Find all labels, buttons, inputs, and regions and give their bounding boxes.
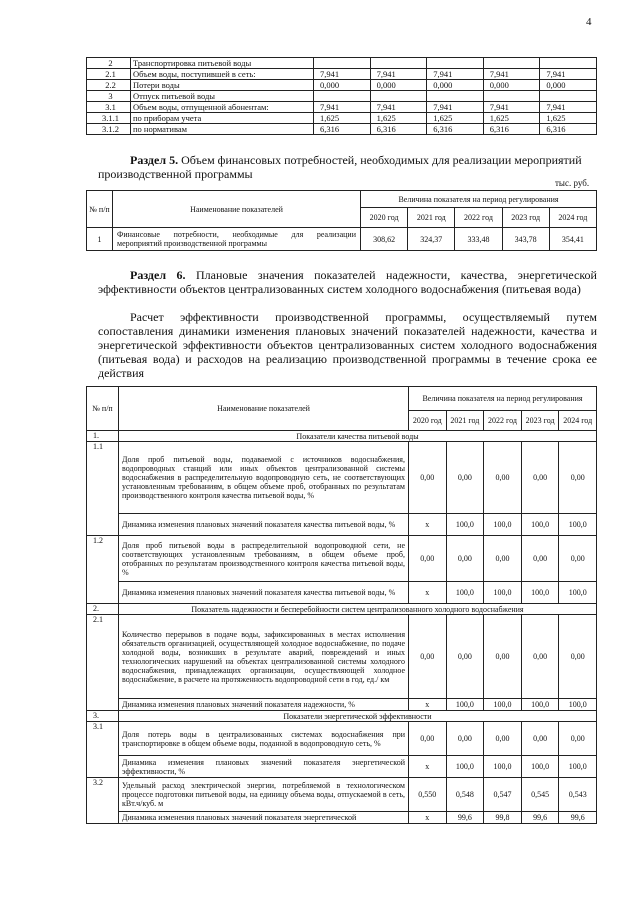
table-row (87, 91, 597, 102)
value-cell: 100,0 (446, 514, 484, 536)
value-cell: 7,941 (314, 69, 371, 80)
row-name: Удельный расход электрической энергии, потребляемой в технологическом процессе подготовки питьевой воды, на единицу объема воды, отпускаемой в сеть, кВт.ч/куб. м (119, 778, 409, 812)
value-cell: 0,00 (559, 722, 597, 756)
section-title: Показатель надежности и бесперебойности систем централизованного холодного водоснабжения (119, 604, 597, 615)
value-cell: 100,0 (521, 514, 559, 536)
table-row (87, 102, 597, 113)
value-cell: 0,000 (314, 80, 371, 91)
value-cell: 1,625 (370, 113, 427, 124)
value-cell: 6,316 (370, 124, 427, 135)
value-cell: 0,00 (484, 442, 522, 514)
section5-title: Объем финансовых потребностей, необходимых для реализации мероприятий производственной программы (98, 153, 582, 181)
value-cell (483, 58, 540, 69)
value-cell (314, 58, 371, 69)
year-header: 2022 год (455, 208, 502, 228)
section6-paragraph (98, 310, 597, 380)
value-cell: 100,0 (484, 699, 522, 711)
section-num: 1. (87, 431, 119, 442)
value-cell: 99,6 (446, 812, 484, 824)
row-num: 3.1.2 (87, 124, 131, 135)
value-cell: 100,0 (559, 514, 597, 536)
value-cell: 7,941 (483, 69, 540, 80)
value-cell: 100,0 (559, 756, 597, 778)
value-cell (540, 91, 597, 102)
value-cell: 343,78 (502, 228, 549, 251)
row-name: Динамика изменения плановых значений показателя качества питьевой воды, % (119, 582, 409, 604)
value-cell: 0,543 (559, 778, 597, 812)
value-cell: 7,941 (540, 69, 597, 80)
value-cell: 100,0 (446, 699, 484, 711)
section6-label: Раздел 6. (130, 268, 186, 282)
row-num: 1 (87, 228, 113, 251)
row-name: Потери воды (131, 80, 314, 91)
value-cell: 7,941 (427, 102, 484, 113)
value-cell: 354,41 (549, 228, 596, 251)
section-title: Показатели качества питьевой воды (119, 431, 597, 442)
value-cell: 0,00 (484, 615, 522, 699)
period-header: Величина показателя на период регулирования (409, 387, 597, 411)
row-num: 2.1 (87, 615, 119, 711)
value-cell: 99,6 (559, 812, 597, 824)
value-cell: 0,00 (409, 615, 447, 699)
row-num: 3.1 (87, 722, 119, 778)
section-num: 2. (87, 604, 119, 615)
value-cell: 1,625 (540, 113, 597, 124)
value-cell (314, 91, 371, 102)
value-cell: 0,00 (521, 615, 559, 699)
section6-title: Плановые значения показателей надежности, качества, энергетической эффективности объектов централизованных систем холодного водоснабжения (питьевая вода) (98, 268, 597, 296)
value-cell: 7,941 (370, 102, 427, 113)
value-cell: 100,0 (559, 582, 597, 604)
value-cell (427, 91, 484, 102)
year-header: 2023 год (502, 208, 549, 228)
row-num: 2 (87, 58, 131, 69)
value-cell: 7,941 (483, 102, 540, 113)
value-cell: 0,000 (370, 80, 427, 91)
section6-text: Расчет эффективности производственной программы, осуществляемый путем сопоставления динамики изменения плановых значений показателей надежности, качества и энергетической эффективности объектов централизованных систем холодного водоснабжения (питьевая вода) и расходов на реализацию производственной программы в течение срока ее действия (98, 310, 597, 380)
value-cell: 0,547 (484, 778, 522, 812)
page-number: 4 (586, 16, 592, 28)
value-cell: 0,00 (521, 536, 559, 582)
section-num: 3. (87, 711, 119, 722)
value-cell: 100,0 (484, 756, 522, 778)
value-cell: 7,941 (314, 102, 371, 113)
value-cell: 0,000 (427, 80, 484, 91)
value-cell: 100,0 (484, 582, 522, 604)
value-cell: 0,545 (521, 778, 559, 812)
value-cell (370, 58, 427, 69)
value-cell: 0,00 (409, 722, 447, 756)
row-name: Динамика изменения плановых значений показателя энергетической (119, 812, 409, 824)
value-cell: 7,941 (427, 69, 484, 80)
value-cell: 0,00 (521, 722, 559, 756)
year-header: 2023 год (521, 411, 559, 431)
value-cell: 0,548 (446, 778, 484, 812)
value-cell: х (409, 812, 447, 824)
value-cell: х (409, 699, 447, 711)
value-cell: 0,000 (540, 80, 597, 91)
section5-heading (98, 153, 597, 181)
value-cell: 0,00 (446, 722, 484, 756)
row-num: 1.1 (87, 442, 119, 536)
value-cell: 100,0 (446, 582, 484, 604)
value-cell: 0,00 (559, 442, 597, 514)
row-num: 3 (87, 91, 131, 102)
value-cell: 0,00 (409, 536, 447, 582)
row-num: 2.1 (87, 69, 131, 80)
value-cell: х (409, 756, 447, 778)
row-name: Доля проб питьевой воды в распределительной водопроводной сети, не соответствующих установленным требованиям, в общем объеме проб, отобранных по результатам производственного контроля качества питьевой воды, % (119, 536, 409, 582)
row-num: 3.1.1 (87, 113, 131, 124)
value-cell: х (409, 514, 447, 536)
value-cell: 333,48 (455, 228, 502, 251)
table-row (87, 113, 597, 124)
row-name: Объем воды, отпущенной абонентам: (131, 102, 314, 113)
value-cell: 6,316 (540, 124, 597, 135)
value-cell: 0,550 (409, 778, 447, 812)
row-num: 2.2 (87, 80, 131, 91)
col-name-header: Наименование показателей (119, 387, 409, 431)
value-cell: 100,0 (484, 514, 522, 536)
section6-heading (98, 268, 597, 296)
value-cell (427, 58, 484, 69)
value-cell: 100,0 (559, 699, 597, 711)
value-cell: 0,00 (446, 615, 484, 699)
value-cell: 324,37 (408, 228, 455, 251)
row-name: Отпуск питьевой воды (131, 91, 314, 102)
row-num: 1.2 (87, 536, 119, 604)
value-cell: 0,00 (521, 442, 559, 514)
table-row (87, 58, 597, 69)
volume-table (86, 57, 597, 135)
table-row (87, 80, 597, 91)
value-cell: 100,0 (446, 756, 484, 778)
row-name: Динамика изменения плановых значений показателя энергетической эффективности, % (119, 756, 409, 778)
table-row (87, 124, 597, 135)
value-cell: 1,625 (314, 113, 371, 124)
value-cell (540, 58, 597, 69)
col-num-header: № п/п (87, 191, 113, 228)
value-cell (370, 91, 427, 102)
row-name: по приборам учета (131, 113, 314, 124)
row-name: Транспортировка питьевой воды (131, 58, 314, 69)
row-name: Доля потерь воды в централизованных системах водоснабжения при транспортировке в общем объеме воды, поданной в водопроводную сеть, % (119, 722, 409, 756)
value-cell: 0,00 (446, 536, 484, 582)
year-header: 2020 год (409, 411, 447, 431)
col-name-header: Наименование показателей (113, 191, 361, 228)
year-header: 2024 год (549, 208, 596, 228)
value-cell: 0,00 (446, 442, 484, 514)
unit-label: тыс. руб. (555, 178, 590, 188)
section5-label: Раздел 5. (130, 153, 179, 167)
period-header: Величина показателя на период регулирования (361, 191, 597, 208)
row-name: по нормативам (131, 124, 314, 135)
value-cell: 6,316 (427, 124, 484, 135)
col-num-header: № п/п (87, 387, 119, 431)
year-header: 2020 год (361, 208, 408, 228)
row-num: 3.2 (87, 778, 119, 824)
section-title: Показатели энергетической эффективности (119, 711, 597, 722)
year-header: 2022 год (484, 411, 522, 431)
value-cell: 100,0 (521, 582, 559, 604)
year-header: 2024 год (559, 411, 597, 431)
value-cell: 99,6 (521, 812, 559, 824)
year-header: 2021 год (408, 208, 455, 228)
value-cell: 1,625 (427, 113, 484, 124)
row-name: Объем воды, поступившей в сеть: (131, 69, 314, 80)
value-cell: 0,00 (559, 536, 597, 582)
value-cell: 100,0 (521, 756, 559, 778)
value-cell: 1,625 (483, 113, 540, 124)
row-name: Динамика изменения плановых значений показателя качества питьевой воды, % (119, 514, 409, 536)
value-cell: 99,8 (484, 812, 522, 824)
row-name: Доля проб питьевой воды, подаваемой с источников водоснабжения, водопроводных станций или иных объектов централизованной системы водоснабжения в распределительную водопроводную сеть, не соответствующих установленным требованиям, в общем объеме проб, отобранных по результатам производственного контроля качества питьевой воды, % (119, 442, 409, 514)
value-cell: 0,00 (559, 615, 597, 699)
value-cell: 6,316 (483, 124, 540, 135)
row-num: 3.1 (87, 102, 131, 113)
value-cell: 0,00 (409, 442, 447, 514)
indicators-table (86, 386, 597, 824)
finance-table (86, 190, 597, 251)
value-cell: 0,00 (484, 536, 522, 582)
row-name: Количество перерывов в подаче воды, зафиксированных в местах исполнения обязательств организацией, осуществляющей холодное водоснабжение, по подаче холодной воды, возникших в результате аварий, повреждений и иных технологических нарушений на объектах централизованной системы холодного водоснабжения, принадлежащих организации, осуществляющей холодное водоснабжение, в расчете на протяженность водопроводной сети в год, ед./ км (119, 615, 409, 699)
row-name: Финансовые потребности, необходимые для реализации мероприятий производственной программы (113, 228, 361, 251)
value-cell: 6,316 (314, 124, 371, 135)
value-cell (483, 91, 540, 102)
value-cell: 7,941 (540, 102, 597, 113)
value-cell: 0,000 (483, 80, 540, 91)
value-cell: х (409, 582, 447, 604)
table-row (87, 69, 597, 80)
year-header: 2021 год (446, 411, 484, 431)
value-cell: 7,941 (370, 69, 427, 80)
value-cell: 308,62 (361, 228, 408, 251)
row-name: Динамика изменения плановых значений показателя надежности, % (119, 699, 409, 711)
value-cell: 0,00 (484, 722, 522, 756)
value-cell: 100,0 (521, 699, 559, 711)
